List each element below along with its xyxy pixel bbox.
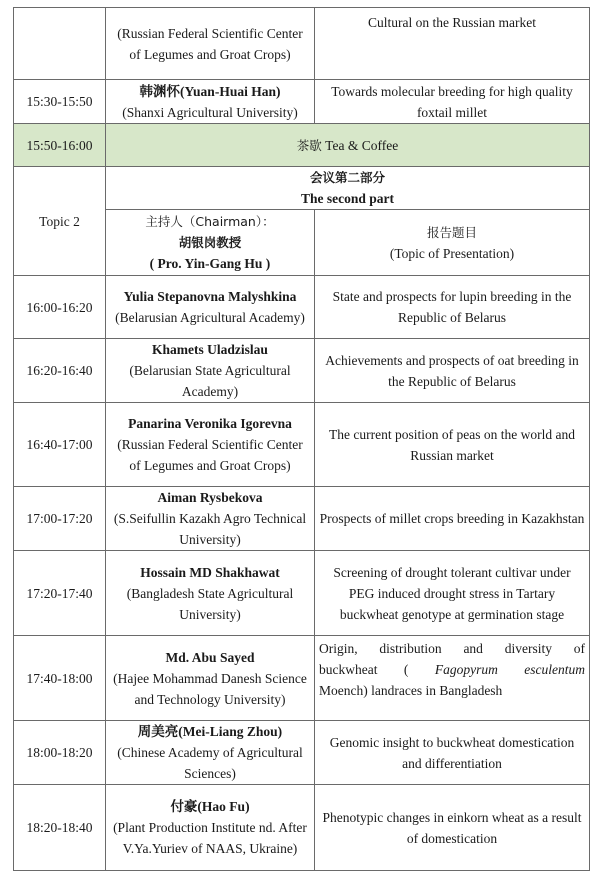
topic-cell: Prospects of millet crops breeding in Kazakhstan — [315, 487, 590, 551]
speaker-cell — [106, 339, 315, 403]
topic-cell: Phenotypic changes in einkorn wheat as a result of domestication — [315, 785, 590, 871]
speaker-name: 周美亮(Mei-Liang Zhou) — [137, 724, 283, 739]
table-row — [14, 276, 590, 339]
schedule-table — [13, 7, 590, 871]
table-row — [14, 551, 590, 636]
break-label-cn: 茶歇 — [296, 137, 322, 153]
speaker-name: 韩渊怀(Yuan-Huai Han) — [139, 83, 281, 99]
speaker-affiliation: (Hajee Mohammad Danesh Science and Technology University) — [113, 670, 307, 707]
topic-cell: Achievements and prospects of oat breeding in the Republic of Belarus — [315, 339, 590, 403]
topic-cell: Screening of drought tolerant cultivar under PEG induced drought stress in Tartary buckwheat genotype at germination stage — [315, 551, 590, 636]
speaker-name: 付豪(Hao Fu) — [170, 799, 250, 814]
section-title-en: The second part — [300, 191, 394, 206]
table-row — [14, 636, 590, 721]
time-cell: 17:40-18:00 — [14, 636, 106, 721]
topic-cell — [315, 636, 590, 721]
chair-name-en: ( Pro. Yin-Gang Hu ) — [149, 256, 271, 271]
table-row — [14, 721, 590, 785]
time-cell: 16:00-16:20 — [14, 276, 106, 339]
topic-line: Origin, distribution and diversity of — [319, 641, 585, 656]
speaker-cell — [106, 785, 315, 871]
time-cell: 17:20-17:40 — [14, 551, 106, 636]
table-row — [14, 80, 590, 124]
speaker-name: Aiman Rysbekova — [157, 490, 263, 505]
time-cell: 18:00-18:20 — [14, 721, 106, 785]
time-cell: 16:40-17:00 — [14, 403, 106, 487]
speaker-cell — [106, 636, 315, 721]
break-row — [14, 124, 590, 167]
table-row — [14, 785, 590, 871]
speaker-name: Khamets Uladzislau — [152, 342, 268, 357]
speaker-name: Panarina Veronika Igorevna — [128, 416, 292, 431]
topic-cell: State and prospects for lupin breeding in the Republic of Belarus — [315, 276, 590, 339]
chair-name-cn: 胡银岗教授 — [178, 235, 242, 250]
report-header-cell — [315, 210, 590, 276]
time-cell: 18:20-18:40 — [14, 785, 106, 871]
topic-cell — [315, 8, 590, 80]
speaker-cell — [106, 276, 315, 339]
speaker-affiliation: (Bangladesh State Agricultural University) — [126, 585, 294, 622]
speaker-affiliation: (S.Seifullin Kazakh Agro Technical University) — [113, 511, 307, 547]
speaker-affiliation: (Plant Production Institute nd. After V.Ya.Yuriev of NAAS, Ukraine) — [113, 820, 307, 856]
table-row — [14, 8, 590, 80]
speaker-affiliation: (Chinese Academy of Agricultural Sciences) — [117, 745, 303, 781]
topic-line: Moench) landraces in Bangladesh — [319, 683, 503, 698]
speaker-affiliation: (Belarusian State Agricultural Academy) — [129, 363, 291, 399]
speaker-cell — [106, 721, 315, 785]
topic-text: Towards molecular breeding for high quality foxtail millet — [331, 83, 573, 120]
speaker-affiliation: (Belarusian Agricultural Academy) — [115, 310, 305, 325]
speaker-affiliation: (Russian Federal Scientific Center of Legumes and Groat Crops) — [117, 437, 303, 473]
topic-line — [319, 659, 585, 680]
table-row — [14, 339, 590, 403]
topic-text: buckwheat ( — [319, 662, 409, 677]
speaker-name: Yulia Stepanovna Malyshkina — [123, 289, 297, 304]
speaker-cell — [106, 403, 315, 487]
topic-cell: Genomic insight to buckwheat domestication and differentiation — [315, 721, 590, 785]
topic-text: Cultural on the Russian market — [368, 15, 536, 30]
time-cell — [14, 8, 106, 80]
speaker-cell — [106, 487, 315, 551]
table-row — [14, 403, 590, 487]
section-header-row — [14, 167, 590, 210]
break-time: 15:50-16:00 — [14, 124, 106, 167]
speaker-cell — [106, 551, 315, 636]
speaker-affiliation: (Russian Federal Scientific Center of Legumes and Groat Crops) — [117, 25, 303, 62]
speaker-affiliation: (Shanxi Agricultural University) — [122, 104, 298, 120]
speaker-cell — [106, 80, 315, 124]
break-label-en: Tea & Coffee — [325, 137, 399, 153]
section-title-cn: 会议第二部分 — [309, 170, 385, 185]
speaker-cell — [106, 8, 315, 80]
speaker-name: Md. Abu Sayed — [165, 649, 255, 665]
topic-cell — [315, 80, 590, 124]
time-cell: 17:00-17:20 — [14, 487, 106, 551]
topic-cell: The current position of peas on the world and Russian market — [315, 403, 590, 487]
speaker-name: Hossain MD Shakhawat — [140, 564, 280, 580]
chair-label: 主持人（Chairman）： — [145, 214, 275, 229]
report-header-en: (Topic of Presentation) — [389, 245, 515, 261]
species-name: Fagopyrum esculentum — [434, 662, 585, 677]
topic-label: Topic 2 — [14, 167, 106, 276]
section-title — [106, 167, 590, 210]
table-row — [14, 487, 590, 551]
report-header-cn: 报告题目 — [426, 224, 477, 240]
chair-cell — [106, 210, 315, 276]
time-cell: 15:30-15:50 — [14, 80, 106, 124]
time-cell: 16:20-16:40 — [14, 339, 106, 403]
break-label — [106, 124, 590, 167]
